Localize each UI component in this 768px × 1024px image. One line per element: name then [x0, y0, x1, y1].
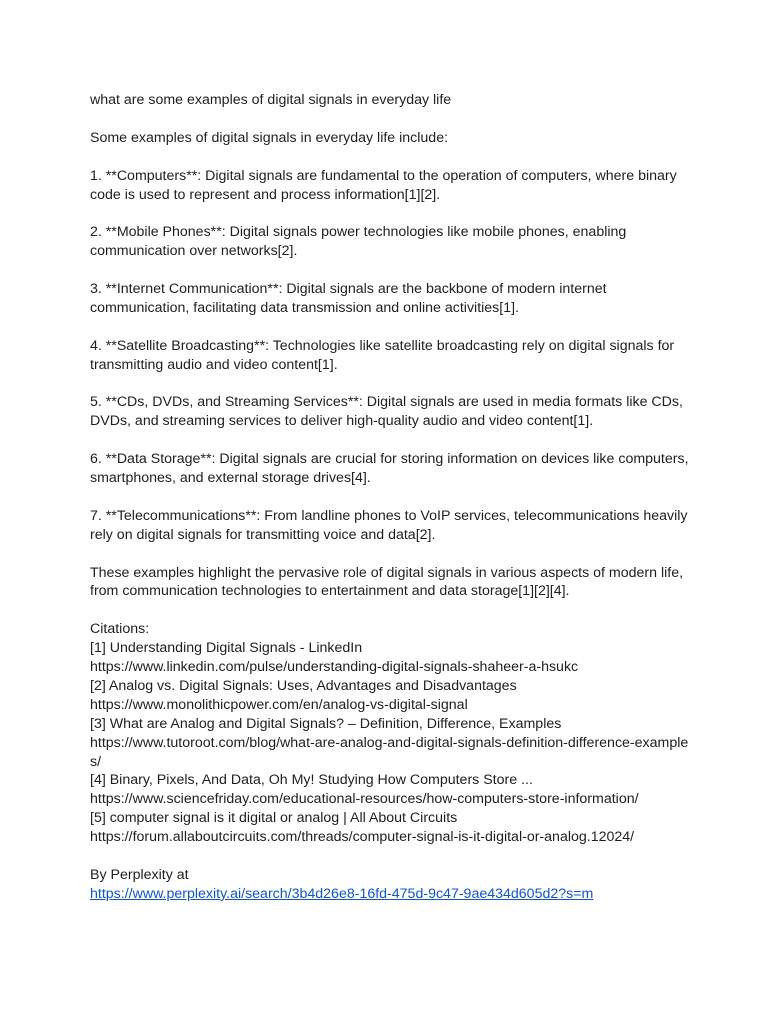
- citations-block: [90, 620, 689, 847]
- list-item: 6. **Data Storage**: Digital signals are crucial for storing information on devices like computers, smartphones, and external storage drives[4].: [90, 451, 689, 487]
- citation-line: [4] Binary, Pixels, And Data, Oh My! Studying How Computers Store ...: [90, 772, 533, 789]
- citation-url: https://www.sciencefriday.com/educational-resources/how-computers-store-information/: [90, 791, 639, 808]
- list-item: 3. **Internet Communication**: Digital signals are the backbone of modern internet communication, facilitating data transmission and online activities[1].: [90, 281, 607, 316]
- citation-url: https://www.linkedin.com/pulse/understanding-digital-signals-shaheer-a-hsukc: [90, 659, 579, 676]
- list-item: 7. **Telecommunications**: From landline phones to VoIP services, telecommunications heavily rely on digital signals for transmitting voice and data[2].: [90, 507, 688, 543]
- question-text: what are some examples of digital signals in everyday life: [90, 92, 452, 108]
- citation-url: https://forum.allaboutcircuits.com/threads/computer-signal-is-it-digital-or-analog.12024/: [90, 829, 635, 846]
- list-item: 1. **Computers**: Digital signals are fundamental to the operation of computers, where binary code is used to represent and process information[1][2].: [90, 167, 677, 203]
- perplexity-link[interactable]: https://www.perplexity.ai/search/3b4d26e8-16fd-475d-9c47-9ae434d605d2?s=m: [90, 885, 594, 902]
- footer-by-text: By Perplexity at: [90, 866, 189, 883]
- citation-url: https://www.tutoroot.com/blog/what-are-analog-and-digital-signals-definition-difference-example: [90, 734, 689, 751]
- list-item: 5. **CDs, DVDs, and Streaming Services**: Digital signals are used in media formats like CDs, DVDs, and streaming services to deliver high-quality audio and video content[1].: [90, 394, 683, 430]
- intro-text: Some examples of digital signals in everyday life include:: [90, 129, 449, 146]
- citation-line: [2] Analog vs. Digital Signals: Uses, Advantages and Disadvantages: [90, 677, 517, 694]
- citation-line: [5] computer signal is it digital or analog | All About Circuits: [90, 810, 458, 827]
- document-page: [90, 91, 689, 923]
- citation-url: https://www.monolithicpower.com/en/analog-vs-digital-signal: [90, 696, 468, 713]
- footer-block: [90, 866, 676, 904]
- list-item: 4. **Satellite Broadcasting**: Technologies like satellite broadcasting rely on digital signals for transmitting audio and video content[1].: [90, 337, 675, 373]
- citations-heading: Citations:: [90, 621, 150, 638]
- list-item: 2. **Mobile Phones**: Digital signals power technologies like mobile phones, enabling communication over networks[2].: [90, 224, 627, 260]
- citation-line: [1] Understanding Digital Signals - LinkedIn: [90, 640, 363, 657]
- conclusion-text: These examples highlight the pervasive role of digital signals in various aspects of modern life, from communication technologies to entertainment and data storage[1][2][4].: [90, 564, 684, 600]
- citation-url: s/: [90, 753, 102, 770]
- citation-line: [3] What are Analog and Digital Signals? – Definition, Difference, Examples: [90, 715, 562, 732]
